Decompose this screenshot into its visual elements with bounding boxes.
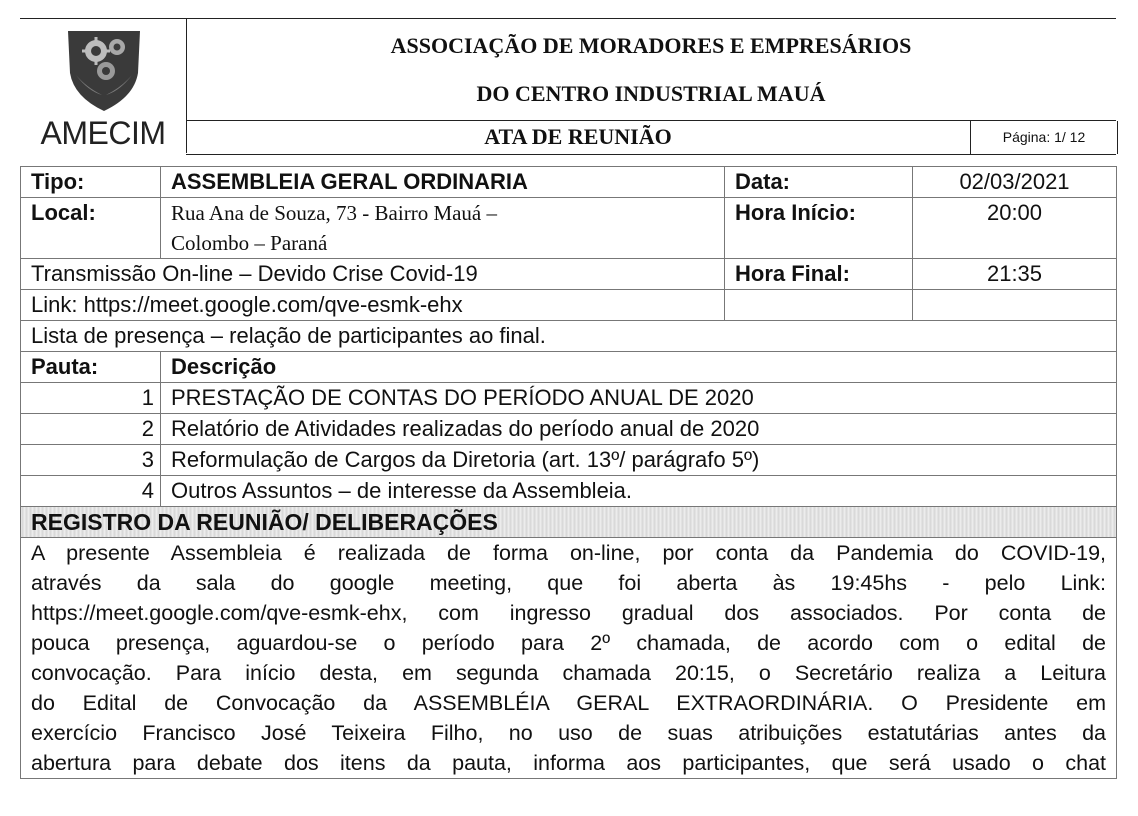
local-value-line1: Rua Ana de Souza, 73 - Bairro Mauá –	[171, 201, 498, 225]
tipo-value: ASSEMBLEIA GERAL ORDINARIA	[161, 167, 725, 198]
registro-heading-row	[21, 507, 1117, 538]
pauta-item	[21, 383, 1117, 414]
amecim-logo-icon	[62, 25, 146, 115]
hora-inicio-value: 20:00	[913, 198, 1117, 259]
row-link	[21, 290, 1117, 321]
pauta-label: Pauta:	[21, 352, 161, 383]
descricao-label: Descrição	[161, 352, 1117, 383]
registro-line: convocação. Para início desta, em segunda chamada 20:15, o Secretário realiza a Leitura	[31, 661, 1106, 685]
pauta-item-text: Reformulação de Cargos da Diretoria (art. 13º/ parágrafo 5º)	[161, 445, 1117, 476]
registro-line: do Edital de Convocação da ASSEMBLÉIA GERAL EXTRAORDINÁRIA. O Presidente em	[31, 691, 1106, 715]
pauta-item-number: 2	[21, 414, 161, 445]
page-number: Página: 1/ 12	[1002, 129, 1086, 145]
empty-cell	[725, 290, 913, 321]
meeting-info-table	[20, 166, 1117, 779]
row-local	[21, 198, 1117, 259]
hora-inicio-label: Hora Início:	[725, 198, 913, 259]
meeting-link: Link: https://meet.google.com/qve-esmk-ehx	[21, 290, 725, 321]
registro-line: pouca presença, aguardou-se o período para 2º chamada, de acordo com o edital de	[31, 631, 1106, 655]
document-header	[20, 18, 1116, 153]
row-transmissao	[21, 259, 1117, 290]
row-pauta-header	[21, 352, 1117, 383]
title-row	[186, 120, 1116, 155]
registro-line: A presente Assembleia é realizada de forma on-line, por conta da Pandemia do COVID-19,	[31, 541, 1106, 565]
registro-body-row	[21, 538, 1117, 779]
local-label: Local:	[21, 198, 161, 259]
page-number-cell	[970, 121, 1118, 154]
transmissao-text: Transmissão On-line – Devido Crise Covid-19	[21, 259, 725, 290]
pauta-item	[21, 414, 1117, 445]
row-tipo	[21, 167, 1117, 198]
tipo-label: Tipo:	[21, 167, 161, 198]
pauta-item-number: 1	[21, 383, 161, 414]
registro-heading: REGISTRO DA REUNIÃO/ DELIBERAÇÕES	[21, 507, 1117, 538]
local-value-line2: Colombo – Paraná	[171, 231, 328, 255]
logo-text: AMECIM	[40, 115, 166, 151]
empty-cell	[913, 290, 1117, 321]
pauta-item	[21, 476, 1117, 507]
document-title: ATA DE REUNIÃO	[484, 124, 672, 149]
row-lista	[21, 321, 1117, 352]
registro-line: exercício Francisco José Teixeira Filho, no uso de suas atribuições estatutárias antes da	[31, 721, 1106, 745]
registro-line: https://meet.google.com/qve-esmk-ehx, com ingresso gradual dos associados. Por conta de	[31, 601, 1106, 625]
attendance-note: Lista de presença – relação de participantes ao final.	[21, 321, 1117, 352]
association-name-line2: DO CENTRO INDUSTRIAL MAUÁ	[476, 81, 826, 106]
pauta-item-text: PRESTAÇÃO DE CONTAS DO PERÍODO ANUAL DE 2020	[161, 383, 1117, 414]
registro-line: abertura para debate dos itens da pauta, informa aos participantes, que será usado o chat	[31, 751, 1106, 775]
data-label: Data:	[725, 167, 913, 198]
pauta-item-number: 4	[21, 476, 161, 507]
hora-final-value: 21:35	[913, 259, 1117, 290]
pauta-item	[21, 445, 1117, 476]
pauta-item-number: 3	[21, 445, 161, 476]
pauta-item-text: Outros Assuntos – de interesse da Assembleia.	[161, 476, 1117, 507]
registro-body	[21, 538, 1117, 779]
logo-cell	[20, 19, 187, 153]
hora-final-label: Hora Final:	[725, 259, 913, 290]
pauta-item-text: Relatório de Atividades realizadas do período anual de 2020	[161, 414, 1117, 445]
association-name-line1: ASSOCIAÇÃO DE MORADORES E EMPRESÁRIOS	[390, 33, 912, 58]
data-value: 02/03/2021	[913, 167, 1117, 198]
local-value	[161, 198, 725, 259]
registro-line: através da sala do google meeting, que foi aberta às 19:45hs - pelo Link:	[31, 571, 1106, 595]
